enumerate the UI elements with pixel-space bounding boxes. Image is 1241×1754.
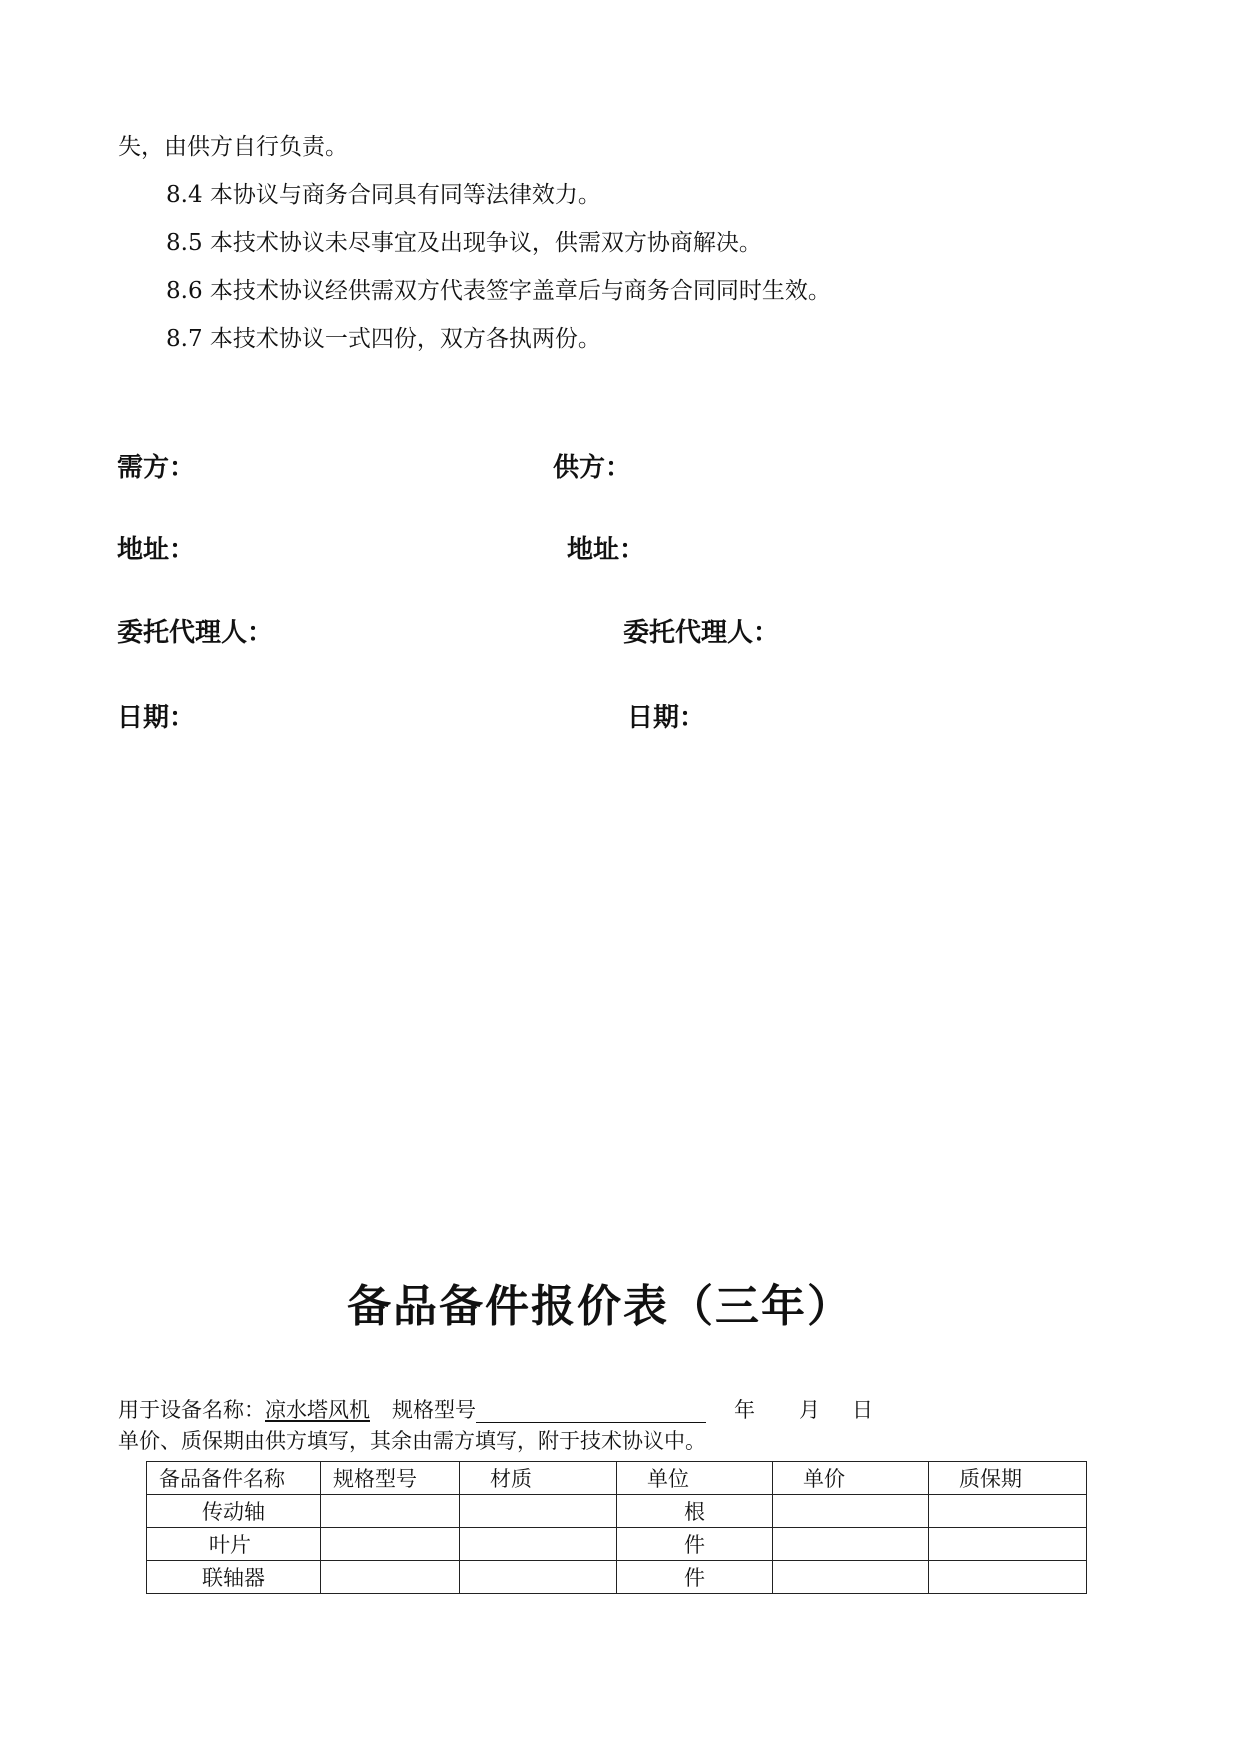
supply-party-label: 供方：: [553, 453, 632, 483]
warranty-cell[interactable]: [929, 1561, 1087, 1594]
table-row: [147, 1495, 1087, 1528]
paragraph-continuation: 失，由供方自行负责。: [118, 134, 348, 160]
supply-address-label: 地址：: [567, 535, 646, 565]
warranty-cell[interactable]: [929, 1528, 1087, 1561]
month-label: 月: [799, 1398, 820, 1422]
col-header-material: 材质: [460, 1462, 617, 1495]
part-name-cell: 叶片: [147, 1528, 321, 1561]
spec-cell[interactable]: [321, 1561, 460, 1594]
supply-date-label: 日期：: [627, 703, 706, 733]
equipment-label: 用于设备名称：: [118, 1398, 265, 1422]
col-header-name: 备品备件名称: [147, 1462, 321, 1495]
supply-agent-label: 委托代理人：: [623, 618, 780, 648]
col-header-warranty: 质保期: [929, 1462, 1087, 1495]
table-row: [147, 1528, 1087, 1561]
fill-instructions: 单价、质保期由供方填写，其余由需方填写，附于技术协议中。: [118, 1429, 706, 1453]
price-cell[interactable]: [773, 1528, 929, 1561]
part-name-cell: 传动轴: [147, 1495, 321, 1528]
unit-cell: 件: [617, 1528, 773, 1561]
clause-8-7: 8.7 本技术协议一式四份，双方各执两份。: [166, 326, 601, 352]
day-label: 日: [852, 1398, 873, 1422]
col-header-price: 单价: [773, 1462, 929, 1495]
warranty-cell[interactable]: [929, 1495, 1087, 1528]
col-header-spec: 规格型号: [321, 1462, 460, 1495]
material-cell[interactable]: [460, 1495, 617, 1528]
col-header-unit: 单位: [617, 1462, 773, 1495]
unit-cell: 件: [617, 1561, 773, 1594]
material-cell[interactable]: [460, 1528, 617, 1561]
price-cell[interactable]: [773, 1561, 929, 1594]
part-name-cell: 联轴器: [147, 1561, 321, 1594]
material-cell[interactable]: [460, 1561, 617, 1594]
equipment-info-line: [118, 1397, 873, 1423]
unit-cell: 根: [617, 1495, 773, 1528]
year-label: 年: [734, 1398, 755, 1422]
spec-blank-line: [476, 1400, 706, 1423]
equipment-name: 凉水塔风机: [265, 1398, 370, 1422]
demand-party-label: 需方：: [117, 453, 196, 483]
price-cell[interactable]: [773, 1495, 929, 1528]
spare-parts-table: [146, 1461, 1087, 1594]
demand-date-label: 日期：: [117, 703, 196, 733]
table-row: [147, 1561, 1087, 1594]
clause-8-4: 8.4 本协议与商务合同具有同等法律效力。: [166, 182, 601, 208]
table-header-row: [147, 1462, 1087, 1495]
spec-cell[interactable]: [321, 1495, 460, 1528]
demand-address-label: 地址：: [117, 535, 196, 565]
clause-8-6: 8.6 本技术协议经供需双方代表签字盖章后与商务合同同时生效。: [166, 278, 831, 304]
spec-cell[interactable]: [321, 1528, 460, 1561]
spec-label: 规格型号: [392, 1398, 476, 1422]
clause-8-5: 8.5 本技术协议未尽事宜及出现争议，供需双方协商解决。: [166, 230, 762, 256]
quote-title: 备品备件报价表（三年）: [347, 1281, 853, 1332]
demand-agent-label: 委托代理人：: [117, 618, 274, 648]
